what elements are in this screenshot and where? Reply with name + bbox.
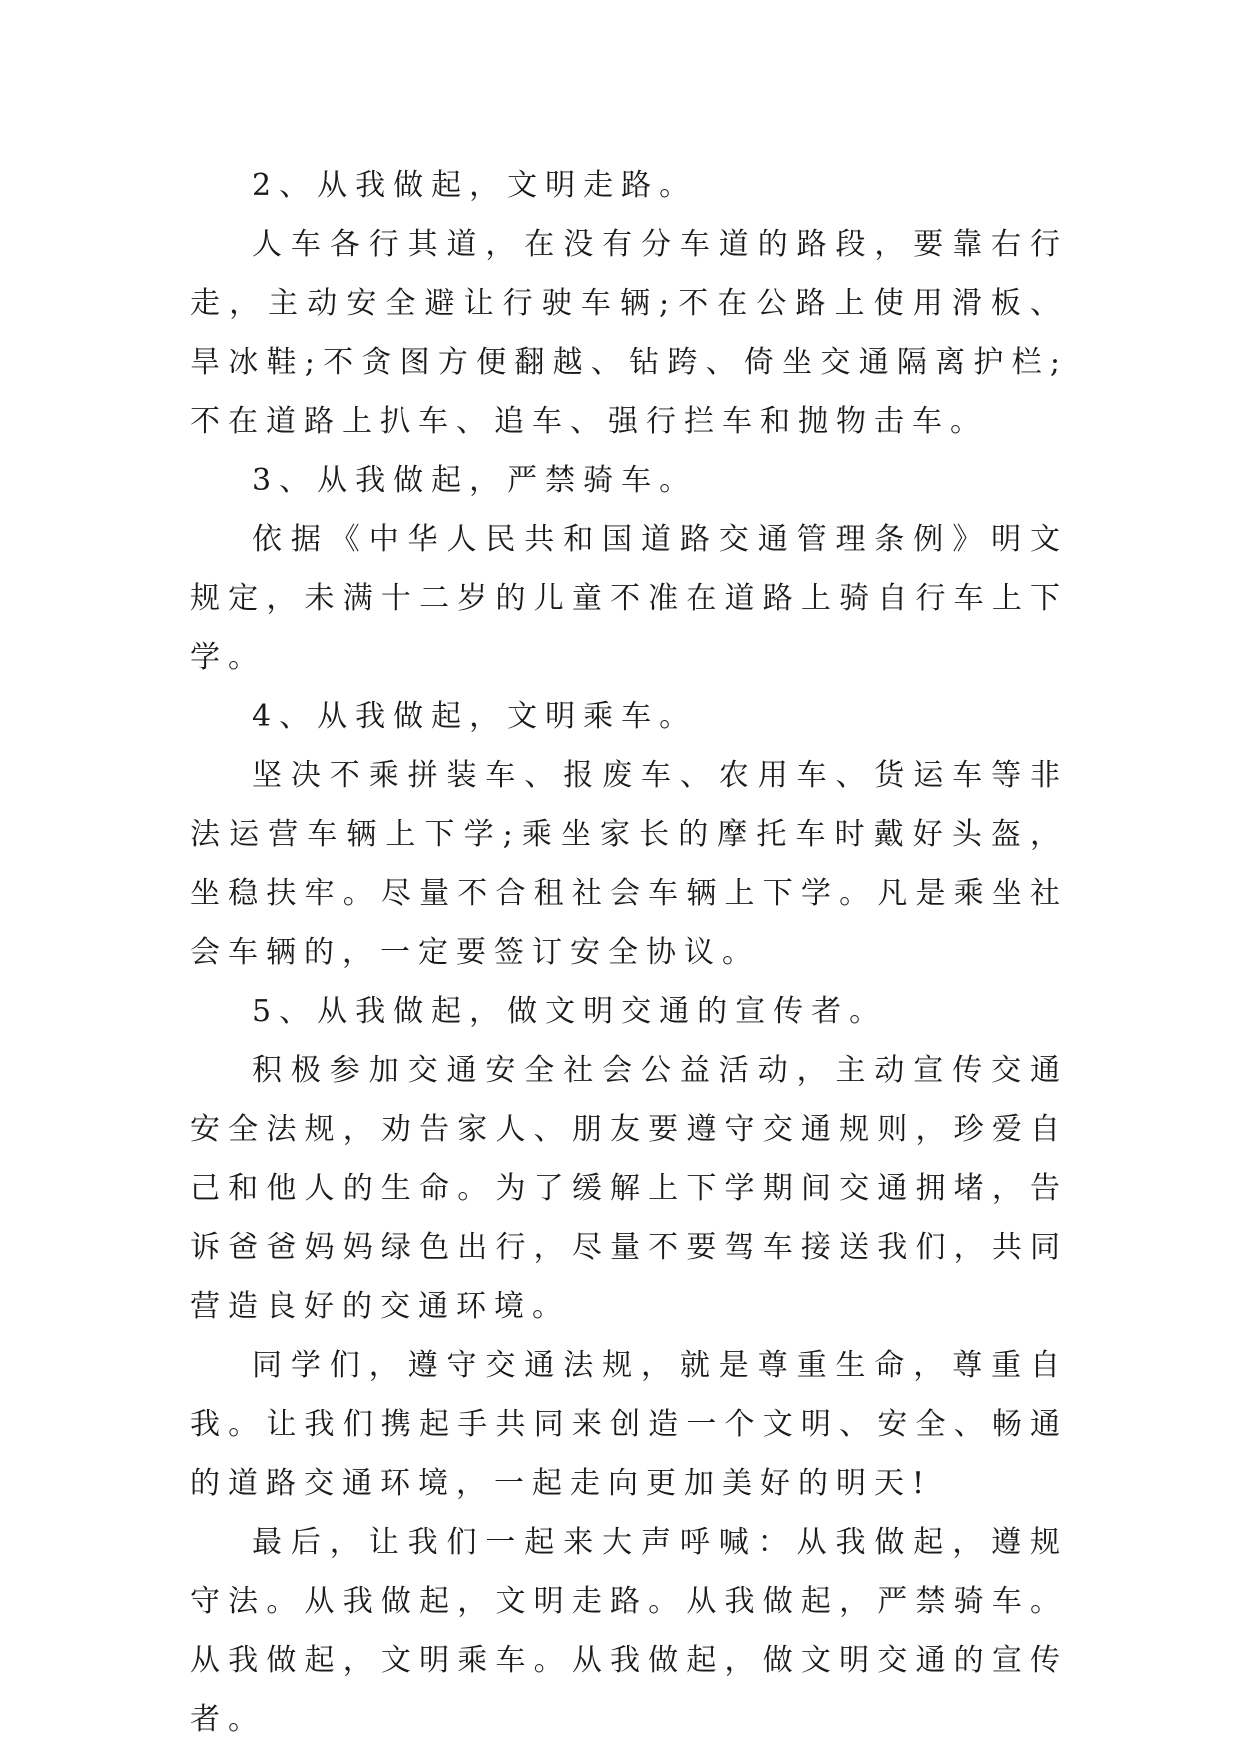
heading-no-cycling: 3、从我做起，严禁骑车。: [252, 463, 698, 498]
paragraph-closing: 最后，让我们一起来大声呼喊：从我做起，遵规守法。从我做起，文明走路。从我做起，严禁骑车。从我做起，文明乘车。从我做起，做文明交通的宣传者。: [190, 1525, 1068, 1737]
heading-promote: 5、从我做起，做文明交通的宣传者。: [252, 994, 888, 1029]
paragraph-walk: 人车各行其道，在没有分车道的路段，要靠右行走，主动安全避让行驶车辆;不在公路上使用滑板、旱冰鞋;不贪图方便翻越、钻跨、倚坐交通隔离护栏;不在道路上扒车、追车、强行拦车和抛物击车。: [190, 227, 1068, 439]
heading-walk: 2、从我做起，文明走路。: [252, 168, 698, 203]
paragraph-classmates: 同学们，遵守交通法规，就是尊重生命，尊重自我。让我们携起手共同来创造一个文明、安全、畅通的道路交通环境，一起走向更加美好的明天!: [190, 1348, 1068, 1501]
paragraph-no-cycling: 依据《中华人民共和国道路交通管理条例》明文规定，未满十二岁的儿童不准在道路上骑自行车上下学。: [190, 522, 1068, 675]
heading-ride: 4、从我做起，文明乘车。: [252, 699, 698, 734]
paragraph-ride: 坚决不乘拼装车、报废车、农用车、货运车等非法运营车辆上下学;乘坐家长的摩托车时戴好头盔，坐稳扶牢。尽量不合租社会车辆上下学。凡是乘坐社会车辆的，一定要签订安全协议。: [190, 758, 1068, 970]
document-body: [190, 156, 1068, 1749]
paragraph-promote: 积极参加交通安全社会公益活动，主动宣传交通安全法规，劝告家人、朋友要遵守交通规则，珍爱自己和他人的生命。为了缓解上下学期间交通拥堵，告诉爸爸妈妈绿色出行，尽量不要驾车接送我们，共同营造良好的交通环境。: [190, 1053, 1068, 1324]
